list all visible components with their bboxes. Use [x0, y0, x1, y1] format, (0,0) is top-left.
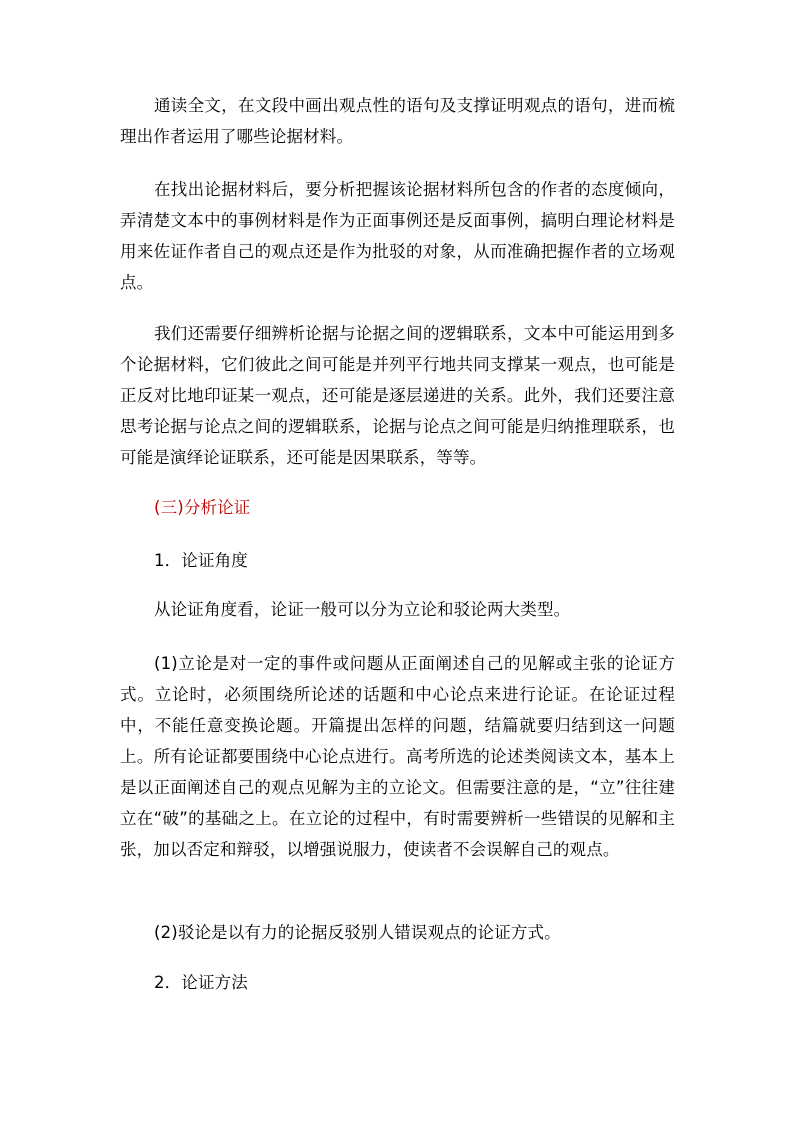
paragraph-analyze-attitude: 在找出论据材料后，要分析把握该论据材料所包含的作者的态度倾向，弄清楚文本中的事例材料是作为正面事例还是反面事例，搞明白理论材料是用来佐证作者自己的观点还是作为批驳的对象，从而准确把握作者的立场观点。	[120, 180, 675, 292]
paragraph-angle-intro: 从论证角度看，论证一般可以分为立论和驳论两大类型。	[154, 600, 571, 619]
paragraph-logic-relations: 我们还需要仔细辨析论据与论据之间的逻辑联系，文本中可能运用到多个论据材料，它们彼此之间可能是并列平行地共同支撑某一观点，也可能是正反对比地印证某一观点，还可能是逐层递进的关系。此外，我们还要注意思考论据与论点之间的逻辑联系，论据与论点之间可能是归纳推理联系，也可能是演绎论证联系，还可能是因果联系，等等。	[120, 324, 675, 467]
paragraph-positive-argument: (1)立论是对一定的事件或问题从正面阐述自己的见解或主张的论证方式。立论时，必须围绕所论述的话题和中心论点来进行论证。在论证过程中，不能任意变换论题。开篇提出怎样的问题，结篇就要归结到这一问题上。所有论证都要围绕中心论点进行。高考所选的论述类阅读文本，基本上是以正面阐述自己的观点见解为主的立论文。但需要注意的是，“立”往往建立在“破”的基础之上。在立论的过程中，有时需要辨析一些错误的见解和主张，加以否定和辩驳，以增强说服力，使读者不会误解自己的观点。	[120, 654, 675, 859]
paragraph-refutation: (2)驳论是以有力的论据反驳别人错误观点的论证方式。	[154, 923, 561, 942]
sub-heading-argument-angle: 1．论证角度	[154, 551, 248, 570]
section-heading: (三)分析论证	[154, 498, 251, 517]
sub-heading-argument-methods: 2．论证方法	[154, 973, 248, 992]
paragraph-read-through: 通读全文，在文段中画出观点性的语句及支撑证明观点的语句，进而梳理出作者运用了哪些论据材料。	[120, 96, 675, 146]
